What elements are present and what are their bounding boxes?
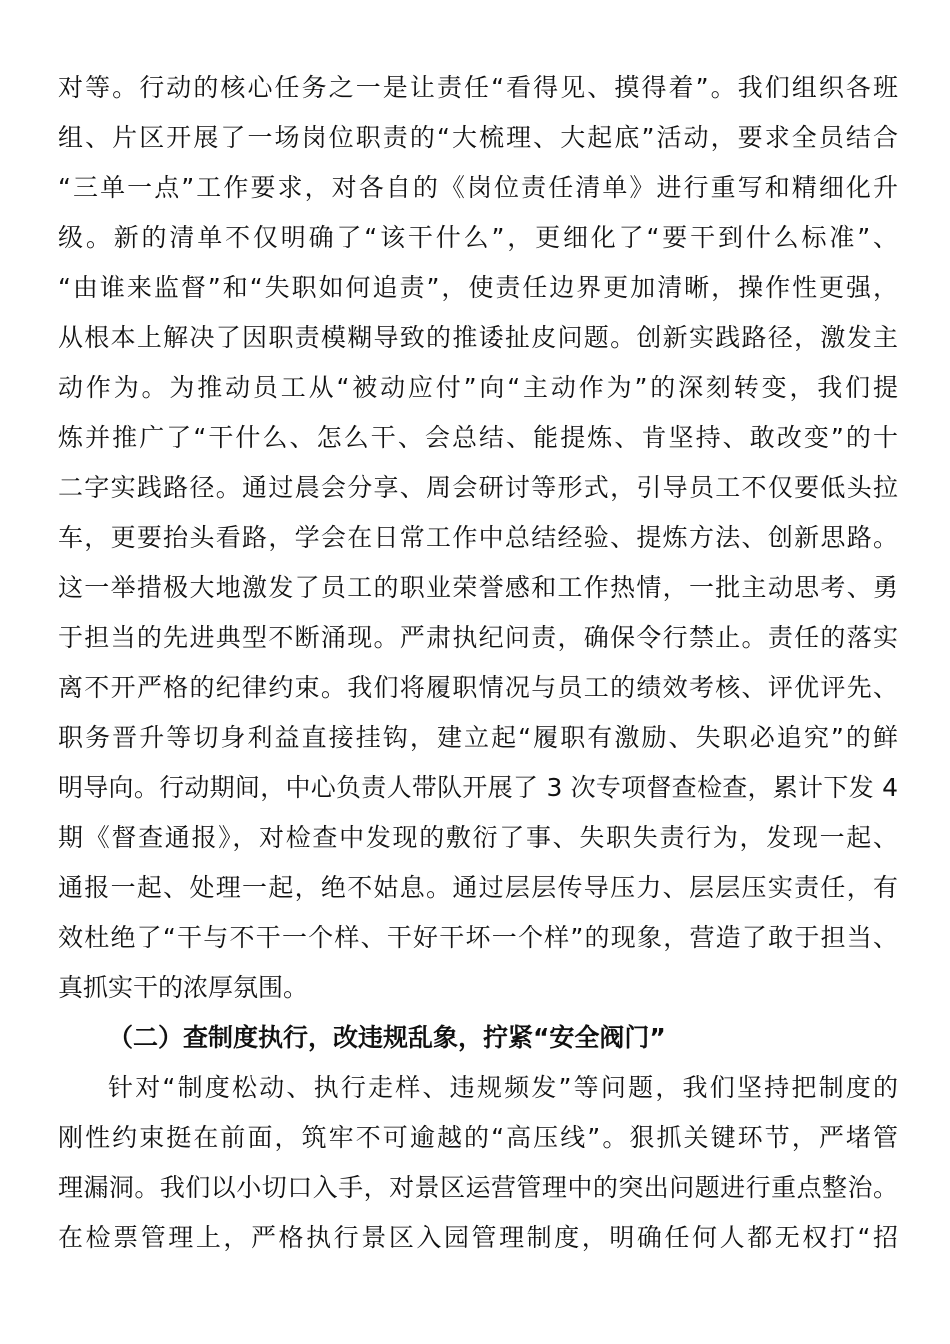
text-line: “三单一点”工作要求，对各自的《岗位责任清单》进行重写和精细化升 — [58, 173, 898, 202]
text-line: 从根本上解决了因职责模糊导致的推诿扯皮问题。创新实践路径，激发主 — [58, 323, 898, 352]
text-line: 期《督查通报》，对检查中发现的敷衍了事、失职失责行为，发现一起、 — [58, 823, 898, 852]
text-line: 级。新的清单不仅明确了“该干什么”，更细化了“要干到什么标准”、 — [58, 223, 898, 252]
text-line: 炼并推广了“干什么、怎么干、会总结、能提炼、肯坚持、敢改变”的十 — [58, 423, 898, 452]
text-line: 动作为。为推动员工从“被动应付”向“主动作为”的深刻转变，我们提 — [58, 373, 898, 402]
text-line: “由谁来监督”和“失职如何追责”，使责任边界更加清晰，操作性更强， — [58, 273, 898, 302]
text-line: 理漏洞。我们以小切口入手，对景区运营管理中的突出问题进行重点整治。 — [58, 1173, 898, 1202]
text-line: 刚性约束挺在前面，筑牢不可逾越的“高压线”。狠抓关键环节，严堵管 — [58, 1123, 898, 1152]
section-heading: （二）查制度执行，改违规乱象，拧紧“安全阀门” — [108, 1023, 666, 1052]
text-line: 对等。行动的核心任务之一是让责任“看得见、摸得着”。我们组织各班 — [58, 73, 898, 102]
text-line: 在检票管理上，严格执行景区入园管理制度，明确任何人都无权打“招 — [58, 1223, 898, 1252]
text-line: 明导向。行动期间，中心负责人带队开展了 3 次专项督查检查，累计下发 4 — [58, 773, 898, 802]
text-line: 于担当的先进典型不断涌现。严肃执纪问责，确保令行禁止。责任的落实 — [58, 623, 898, 652]
text-line: 这一举措极大地激发了员工的职业荣誉感和工作热情，一批主动思考、勇 — [58, 573, 898, 602]
text-line: 真抓实干的浓厚氛围。 — [58, 973, 309, 1002]
text-line: 二字实践路径。通过晨会分享、周会研讨等形式，引导员工不仅要低头拉 — [58, 473, 898, 502]
text-line: 针对“制度松动、执行走样、违规频发”等问题，我们坚持把制度的 — [108, 1073, 898, 1102]
text-line: 通报一起、处理一起，绝不姑息。通过层层传导压力、层层压实责任，有 — [58, 873, 898, 902]
text-line: 离不开严格的纪律约束。我们将履职情况与员工的绩效考核、评优评先、 — [58, 673, 898, 702]
text-line: 职务晋升等切身利益直接挂钩，建立起“履职有激励、失职必追究”的鲜 — [58, 723, 898, 752]
text-line: 组、片区开展了一场岗位职责的“大梳理、大起底”活动，要求全员结合 — [58, 123, 898, 152]
text-line: 效杜绝了“干与不干一个样、干好干坏一个样”的现象，营造了敢于担当、 — [58, 923, 898, 952]
text-line: 车，更要抬头看路，学会在日常工作中总结经验、提炼方法、创新思路。 — [58, 523, 898, 552]
